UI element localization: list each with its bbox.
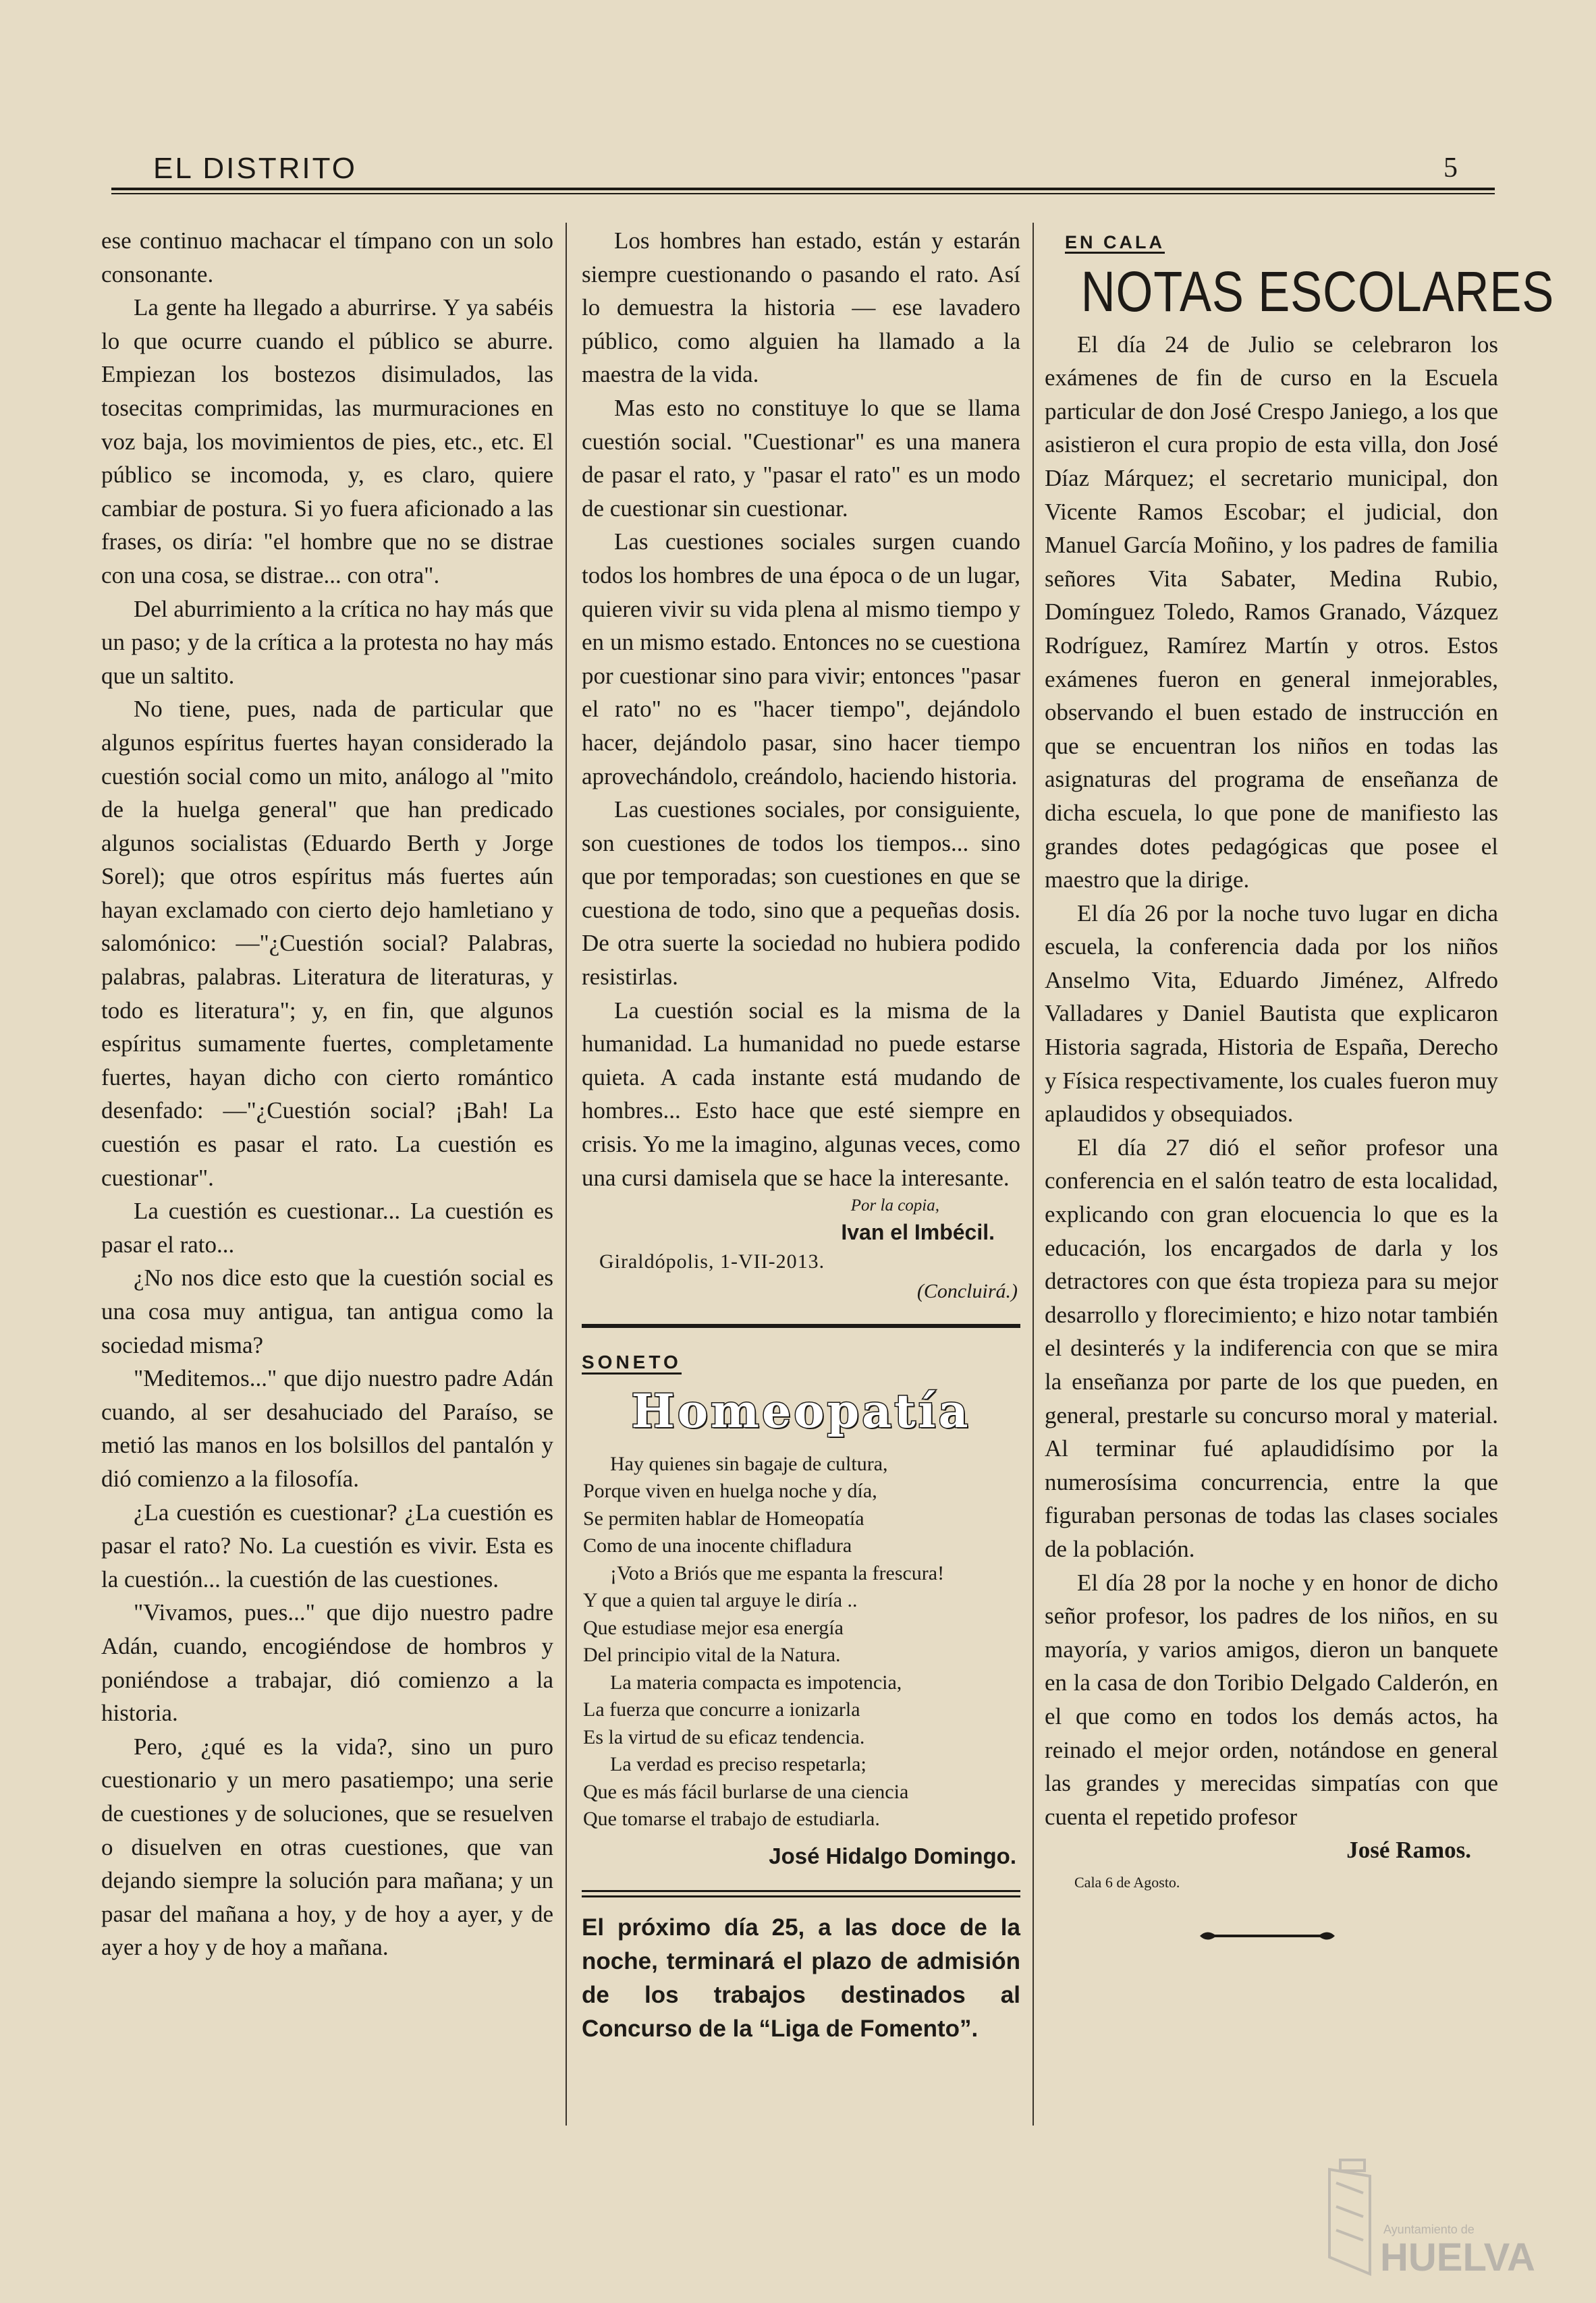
poem-line: La fuerza que concurre a ionizarla bbox=[583, 1698, 860, 1721]
paragraph: "Vivamos, pues..." que dijo nuestro padre Adán, cuando, encogiéndose de hombros y poniéndose a trabajar, dió comienzo a la historia. bbox=[101, 1599, 553, 1727]
ornament-icon bbox=[1200, 1928, 1335, 1944]
poem-line: La verdad es preciso respetarla; bbox=[610, 1753, 866, 1776]
paragraph: Las cuestiones sociales surgen cuando todos los hombres de una época o de un lugar, quieren vivir su vida plena al mismo tiempo y en un mismo estado. Entonces no se cuestiona por cuestionar sino para vivir; entonces "pasar el rato" no es "hacer tiempo", dejándolo hacer, dejándolo pasar, sino hacer tiempo aprovechándolo, creándolo, haciendo historia. bbox=[582, 528, 1020, 789]
header-rule-thin bbox=[111, 193, 1495, 194]
poem-body bbox=[582, 1451, 1020, 1833]
section-kicker: EN CALA bbox=[1065, 232, 1165, 252]
poem-line: Hay quienes sin bagaje de cultura, bbox=[610, 1452, 888, 1475]
paragraph: ¿La cuestión es cuestionar? ¿La cuestión es pasar el rato? No. La cuestión es vivir. Esta es la cuestión... la cuestión de las cuestiones. bbox=[101, 1499, 553, 1592]
city-logo bbox=[1316, 2156, 1535, 2284]
paragraph: La gente ha llegado a aburrirse. Y ya sabéis lo que ocurre cuando el público se aburre. Empiezan los bostezos disimulados, las tosecitas comprimidas, las murmuraciones en voz baja, los movimientos de pies, etc., etc. El público se incomoda, y, es claro, quiere cambiar de postura. Si yo fuera aficionado a las frases, os diría: "el hombre que no se distrae con una cosa, se distrae... con otra". bbox=[101, 294, 553, 588]
article-signature: Ivan el Imbécil. bbox=[841, 1220, 995, 1245]
place-date: Giraldópolis, 1-VII-2013. bbox=[599, 1250, 825, 1273]
paragraph: La cuestión social es la misma de la humanidad. La humanidad no puede estarse quieta. A cada instante está mudando de hombres... Esto hace que esté siempre en crisis. Yo me la imagino, algunas veces, como una cursi damisela que se hace la interesante. bbox=[582, 997, 1020, 1191]
watermark-line2: HUELVA bbox=[1380, 2236, 1535, 2279]
paragraph: El día 27 dió el señor profesor una conferencia en el salón teatro de esta localidad, explicando con gran elocuencia lo que es la educación, los encargados de darla y los detractores con que ésta tropieza para su mejor desarrollo y florecimiento; e hizo notar también el desinterés y la indiferencia con que se mira la enseñanza por parte de los que pueden, en general, prestarle su concurso moral y material. Al terminar fué aplaudidísimo por la numerosísima concurrencia, entre la que figuraban personas de todas las clases sociales de la población. bbox=[1045, 1134, 1498, 1562]
poem-line: Que estudiase mejor esa energía bbox=[583, 1616, 844, 1639]
poem-line: La materia compacta es impotencia, bbox=[610, 1671, 902, 1694]
article-signature: José Ramos. bbox=[1346, 1837, 1471, 1864]
column-3 bbox=[1045, 224, 1555, 1953]
poem-line: Como de una inocente chifladura bbox=[583, 1534, 852, 1557]
paragraph: El día 24 de Julio se celebraron los exámenes de fin de curso en la Escuela particular de don José Crespo Janiego, a los que asistieron el cura propio de esta villa, don José Díaz Márquez; el secretario municipal, don Vicente Ramos Escobar; el judicial, don Manuel García Moñino, y los padres de familia señores Vita Sabater, Medina Rubio, Domínguez Toledo, Ramos Granado, Vázquez Rodríguez, Ramírez Martín y otros. Estos exámenes fueron en general inmejorables, observando el buen estado de instrucción en que se encuentran los niños en todas las asignaturas del programa de enseñanza de dicha escuela, lo que pone de manifiesto las grandes dotes pedagógicas que posee el maestro que la dirige. bbox=[1045, 331, 1498, 893]
paragraph: ¿No nos dice esto que la cuestión social es una cosa muy antigua, tan antigua como la sociedad misma? bbox=[101, 1265, 553, 1358]
poem-line: Se permiten hablar de Homeopatía bbox=[583, 1507, 864, 1530]
paragraph: Del aburrimiento a la crítica no hay más que un paso; y de la crítica a la protesta no hay más que un saltito. bbox=[101, 595, 553, 689]
column-2 bbox=[582, 224, 1020, 2046]
por-la-copia: Por la copia, bbox=[850, 1196, 939, 1215]
article-headline: NOTAS ESCOLARES bbox=[1080, 259, 1555, 323]
header-rule bbox=[111, 188, 1495, 190]
crest-icon bbox=[1316, 2156, 1535, 2284]
poem-line: Porque viven en huelga noche y día, bbox=[583, 1480, 877, 1503]
page-header bbox=[111, 152, 1495, 192]
column-1 bbox=[101, 224, 553, 1964]
poem-line: ¡Voto a Briós que me espanta la frescura! bbox=[610, 1561, 945, 1584]
page-number: 5 bbox=[1443, 152, 1458, 184]
poem-line: Del principio vital de la Natura. bbox=[583, 1644, 841, 1667]
poem-line: Es la virtud de su eficaz tendencia. bbox=[583, 1725, 865, 1748]
masthead: EL DISTRITO bbox=[153, 152, 357, 185]
column-divider bbox=[566, 223, 567, 2126]
paragraph: ese continuo machacar el tímpano con un solo consonante. bbox=[101, 227, 553, 287]
continued-note: (Concluirá.) bbox=[916, 1280, 1018, 1303]
poem-author: José Hidalgo Domingo. bbox=[769, 1843, 1016, 1868]
paragraph: No tiene, pues, nada de particular que algunos espíritus fuertes hayan considerado la cuestión social como un mito, análogo al "mito de la huelga general" que han predicado algunos socialistas (Eduardo Berth y Jorge Sorel); que otros espíritus más fuertes aún hayan exclamado con cierto dejo hamletiano y salomónico: —"¿Cuestión social? Palabras, palabras, palabras. Literatura de literaturas, y todo es literatura"; y, en fin, que algunos espíritus sumamente fuertes, completamente fuertes, hayan dicho con cierto romántico desenfado: —"¿Cuestión social? ¡Bah! La cuestión es pasar el rato. La cuestión es cuestionar". bbox=[101, 696, 553, 1191]
paragraph: El día 26 por la noche tuvo lugar en dicha escuela, la conferencia dada por los niños Anselmo Vita, Eduardo Jiménez, Alfredo Valladares y Daniel Bautista que explicaron Historia sagrada, Historia de España, Derecho y Física respectivamente, los cuales fueron muy aplaudidos y obsequiados. bbox=[1045, 899, 1498, 1128]
column-divider bbox=[1033, 223, 1034, 2126]
poem-line: Y que a quien tal arguye le diría .. bbox=[583, 1589, 858, 1612]
paragraph: El día 28 por la noche y en honor de dicho señor profesor, los padres de los niños, en su mayoría, y varios amigos, dieron un banquete en la casa de don Toribio Delgado Calderón, en el que como en todos los demás actos, ha reinado el mejor orden, notándose en general las grandes y merecidas simpatías con que cuenta el repetido profesor bbox=[1045, 1569, 1498, 1830]
dateline: Cala 6 de Agosto. bbox=[1074, 1873, 1180, 1891]
watermark-line1: Ayuntamiento de bbox=[1383, 2223, 1475, 2236]
section-rule-double bbox=[582, 1890, 1020, 1897]
paragraph: Las cuestiones sociales, por consiguiente, son cuestiones de todos los tiempos... sino que por temporadas; son cuestiones en que se cuestiona de todo, sino que a pequeñas dosis. De otra suerte la sociedad no hubiera podido resistirlas. bbox=[582, 796, 1020, 991]
paragraph: Mas esto no constituye lo que se llama cuestión social. "Cuestionar" es una manera de pasar el rato, y "pasar el rato" es un modo de cuestionar sin cuestionar. bbox=[582, 394, 1020, 522]
paragraph: Pero, ¿qué es la vida?, sino un puro cuestionario y un mero pasatiempo; una serie de cuestiones y de soluciones, que se resuelven o disuelven en otras cuestiones, que van dejando siempre la solución para mañana; y un pasar del mañana a hoy, y de hoy a ayer, y de ayer a hoy y de hoy a mañana. bbox=[101, 1733, 553, 1961]
poem-line: Que tomarse el trabajo de estudiarla. bbox=[583, 1808, 880, 1831]
section-rule bbox=[582, 1324, 1020, 1328]
soneto-kicker: SONETO bbox=[582, 1352, 682, 1375]
contest-notice: El próximo día 25, a las doce de la noche, terminará el plazo de admisión de los trabajos destinados al Concurso de la “Liga de Fomento”. bbox=[582, 1914, 1020, 2042]
paragraph: La cuestión es cuestionar... La cuestión es pasar el rato... bbox=[101, 1198, 553, 1258]
paragraph: Los hombres han estado, están y estarán siempre cuestionando o pasando el rato. Así lo demuestra la historia — ese lavadero público, como alguien ha llamado a la maestra de la vida. bbox=[582, 227, 1020, 388]
poem-line: Que es más fácil burlarse de una ciencia bbox=[583, 1780, 909, 1803]
paragraph: "Meditemos..." que dijo nuestro padre Adán cuando, al ser desahuciado del Paraíso, se metió las manos en los bolsillos del pantalón y dió comienzo a la filosofía. bbox=[101, 1365, 553, 1492]
poem-title: Homeopatía bbox=[631, 1384, 971, 1439]
